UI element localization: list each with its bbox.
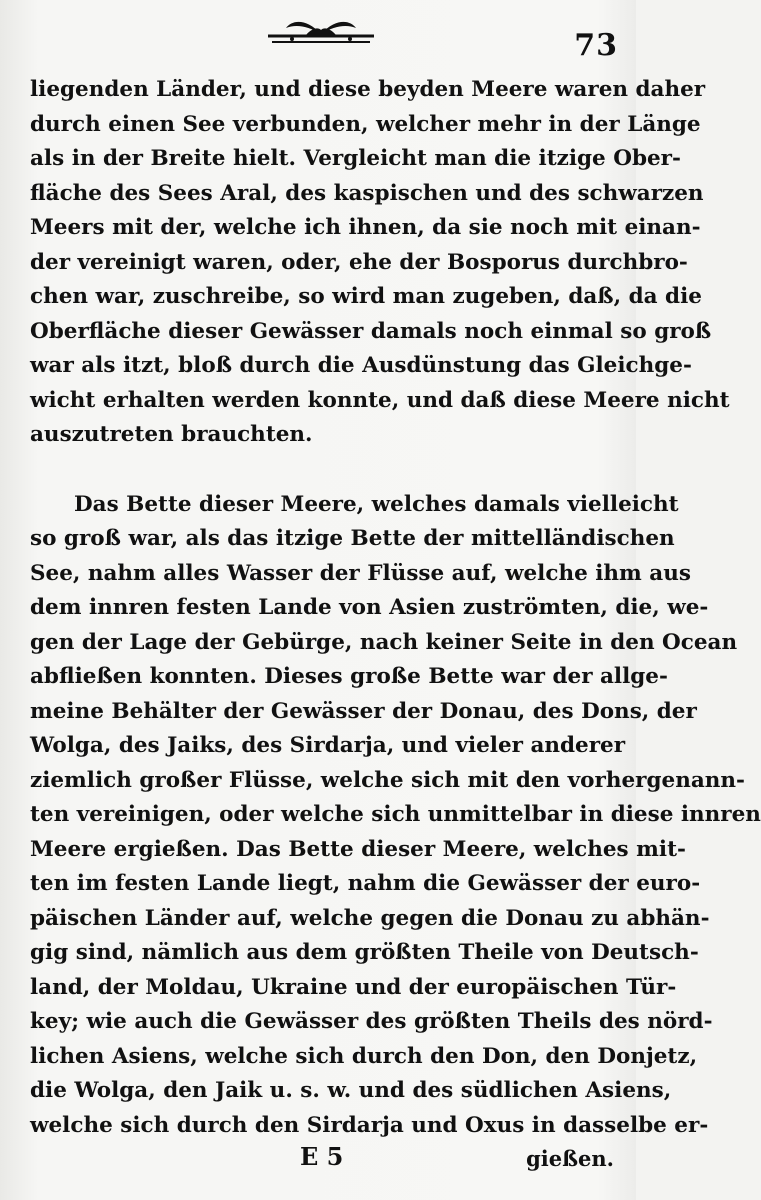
signature-mark: E 5 xyxy=(300,1142,344,1171)
page-number: 73 xyxy=(574,28,618,63)
text-line: gig sind, nämlich aus dem größten Theile von Deutsch- xyxy=(30,940,699,965)
text-line: Wolga, des Jaiks, des Sirdarja, und vieler anderer xyxy=(30,733,626,758)
text-line: Das Bette dieser Meere, welches damals vielleicht xyxy=(74,491,679,517)
text-line: Meers mit der, welche ich ihnen, da sie noch mit einan- xyxy=(30,215,701,240)
paragraph-2 xyxy=(30,488,761,1144)
text-line: dem innren festen Lande von Asien zuströmten, die, we- xyxy=(30,595,709,620)
text-line: Oberfläche dieser Gewässer damals noch einmal so groß xyxy=(30,318,712,344)
text-line: auszutreten brauchten. xyxy=(30,422,313,447)
text-line: päischen Länder auf, welche gegen die Donau zu abhän- xyxy=(30,905,710,931)
text-line: chen war, zuschreibe, so wird man zugeben, daß, da die xyxy=(30,284,702,309)
catchword: gießen. xyxy=(526,1146,614,1171)
text-line: land, der Moldau, Ukraine und der europäischen Tür- xyxy=(30,974,677,1000)
body-text xyxy=(30,73,761,1143)
text-line: Meere ergießen. Das Bette dieser Meere, welches mit- xyxy=(30,836,686,862)
text-line: war als itzt, bloß durch die Ausdünstung das Gleichge- xyxy=(30,353,692,378)
text-line: wicht erhalten werden konnte, und daß diese Meere nicht xyxy=(30,387,730,413)
text-line: meine Behälter der Gewässer der Donau, des Dons, der xyxy=(30,698,697,724)
printers-ornament-icon xyxy=(262,14,380,48)
text-line: gen der Lage der Gebürge, nach keiner Seite in den Ocean xyxy=(30,629,738,655)
text-line: die Wolga, den Jaik u. s. w. und des südlichen Asiens, xyxy=(30,1078,672,1103)
text-line: welche sich durch den Sirdarja und Oxus in dasselbe er- xyxy=(30,1112,709,1138)
text-line: key; wie auch die Gewässer des größten Theils des nörd- xyxy=(30,1009,713,1034)
text-line: so groß war, als das itzige Bette der mittelländischen xyxy=(30,526,675,551)
text-line: ten vereinigen, oder welche sich unmittelbar in diese innren xyxy=(30,802,761,827)
text-line: liegenden Länder, und diese beyden Meere waren daher xyxy=(30,77,706,102)
text-line: ziemlich großer Flüsse, welche sich mit den vorhergenann- xyxy=(30,767,745,793)
text-line: durch einen See verbunden, welcher mehr in der Länge xyxy=(30,111,701,137)
paragraph-spacer xyxy=(30,453,618,488)
text-line: fläche des Sees Aral, des kaspischen und des schwarzen xyxy=(30,180,704,206)
paragraph-1 xyxy=(30,73,730,453)
text-line: als in der Breite hielt. Vergleicht man die itzige Ober- xyxy=(30,146,681,171)
text-line: See, nahm alles Wasser der Flüsse auf, welche ihm aus xyxy=(30,560,691,586)
text-line: ten im festen Lande liegt, nahm die Gewässer der euro- xyxy=(30,871,701,896)
text-line: der vereinigt waren, oder, ehe der Bosporus durchbro- xyxy=(30,249,688,275)
text-line: lichen Asiens, welche sich durch den Don, den Donjetz, xyxy=(30,1043,698,1069)
text-line: abfließen konnten. Dieses große Bette war der allge- xyxy=(30,664,668,689)
